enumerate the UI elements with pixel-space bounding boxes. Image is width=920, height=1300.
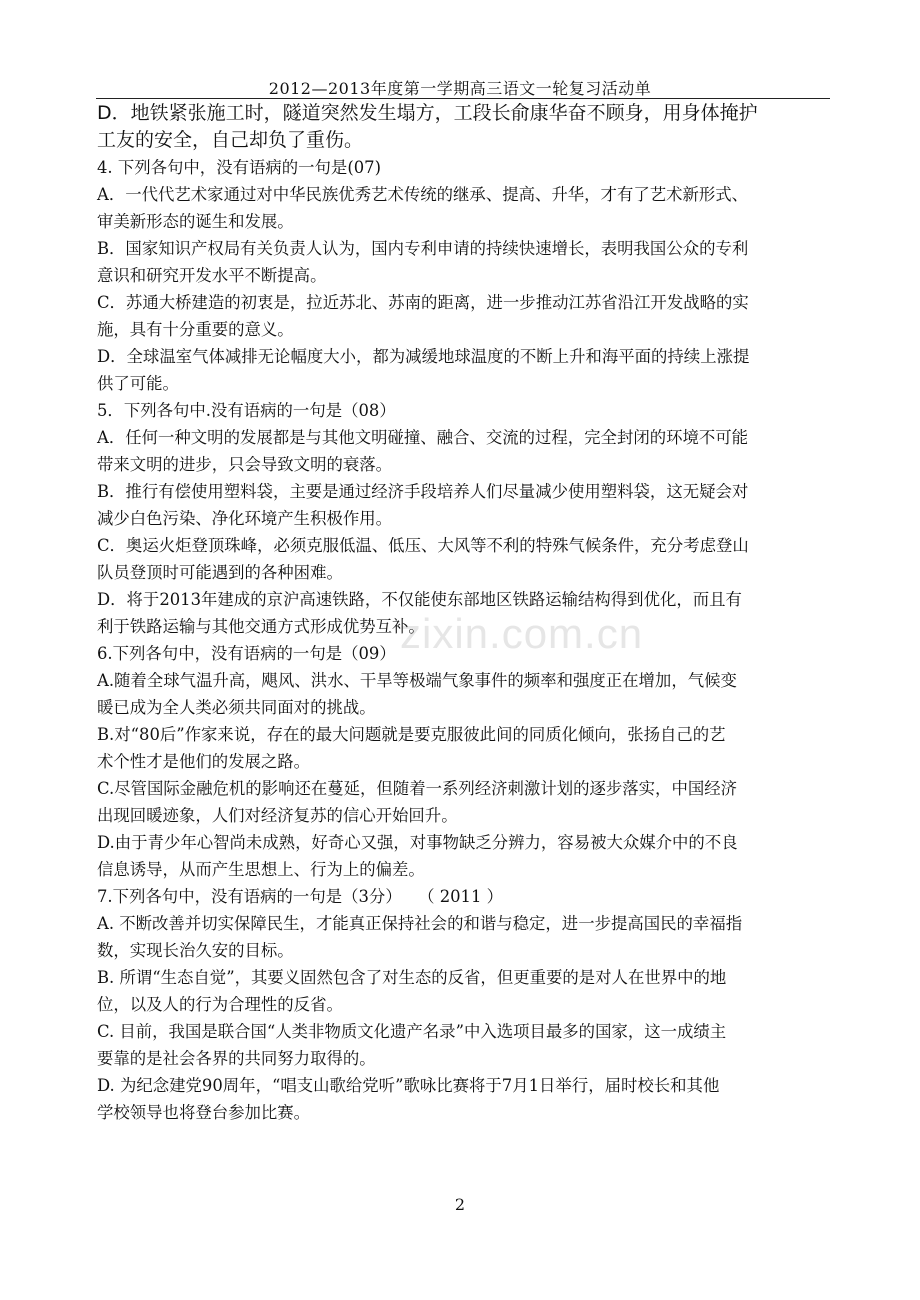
question-stem: 7.下列各句中，没有语病的一句是（3分） （ 2011 ） <box>97 887 504 906</box>
option-d: 供了可能。 <box>97 374 179 393</box>
previous-option-d <box>97 100 833 154</box>
option-a: A. 不断改善并切实保障民生，才能真正保持社会的和谐与稳定，进一步提高国民的幸福指 <box>97 914 743 933</box>
question-4 <box>97 154 833 397</box>
question-stem: 6.下列各句中，没有语病的一句是（09） <box>97 644 396 663</box>
option-c: 队员登顶时可能遇到的各种困难。 <box>97 563 343 582</box>
option-d: 利于铁路运输与其他交通方式形成优势互补。 <box>97 617 425 636</box>
option-c: 出现回暖迹象，人们对经济复苏的信心开始回升。 <box>97 806 458 825</box>
option-a: A．任何一种文明的发展都是与其他文明碰撞、融合、交流的过程，完全封闭的环境不可能 <box>97 428 749 447</box>
option-a: 暖已成为全人类必须共同面对的挑战。 <box>97 698 376 717</box>
page-header: 2012—2013年度第一学期高三语文一轮复习活动单 <box>268 79 652 98</box>
option-a: 带来文明的进步，只会导致文明的衰落。 <box>97 455 393 474</box>
question-5 <box>97 397 833 640</box>
option-d: D．全球温室气体减排无论幅度大小，都为减缓地球温度的不断上升和海平面的持续上涨提 <box>97 347 750 366</box>
option-c: 要靠的是社会各界的共同努力取得的。 <box>97 1049 376 1068</box>
option-b: 术个性才是他们的发展之路。 <box>97 752 311 771</box>
document-body <box>97 100 833 1126</box>
option-b: 意识和研究开发水平不断提高。 <box>97 266 327 285</box>
option-a: 审美新形态的诞生和发展。 <box>97 212 294 231</box>
watermark: zixin.com.cn <box>400 610 644 657</box>
option-c: C．奥运火炬登顶珠峰，必须克服低温、低压、大风等不利的特殊气候条件，充分考虑登山 <box>97 536 749 555</box>
question-6 <box>97 640 833 883</box>
option-a: 数，实现长治久安的目标。 <box>97 941 294 960</box>
option-d: 学校领导也将登台参加比赛。 <box>97 1103 311 1122</box>
option-d: 信息诱导，从而产生思想上、行为上的偏差。 <box>97 860 425 879</box>
option-c: C.尽管国际金融危机的影响还在蔓延，但随着一系列经济刺激计划的逐步落实，中国经济 <box>97 779 738 798</box>
option-c: 施，具有十分重要的意义。 <box>97 320 294 339</box>
option-d: D. 为纪念建党90周年，“唱支山歌给党听”歌咏比赛将于7月1日举行，届时校长和其他 <box>97 1076 720 1095</box>
option-d: D．将于2013年建成的京沪高速铁路，不仅能使东部地区铁路运输结构得到优化，而且有 <box>97 590 742 609</box>
question-stem: 4. 下列各句中，没有语病的一句是(07) <box>97 158 381 177</box>
option-b: 位，以及人的行为合理性的反省。 <box>97 995 343 1014</box>
question-7 <box>97 883 833 1126</box>
option-b: B．推行有偿使用塑料袋，主要是通过经济手段培养人们尽量减少使用塑料袋，这无疑会对 <box>97 482 749 501</box>
header-rule <box>96 98 830 99</box>
option-b: B.对“80后”作家来说，存在的最大问题就是要克服彼此间的同质化倾向，张扬自己的艺 <box>97 725 726 744</box>
option-a: A.随着全球气温升高，飓风、洪水、干旱等极端气象事件的频率和强度正在增加，气候变 <box>97 671 737 690</box>
option-a: A．一代代艺术家通过对中华民族优秀艺术传统的继承、提高、升华，才有了艺术新形式、 <box>97 185 749 204</box>
text-line: D．地铁紧张施工时，隧道突然发生塌方，工段长俞康华奋不顾身，用身体掩护 <box>97 102 758 124</box>
option-c: C．苏通大桥建造的初衷是，拉近苏北、苏南的距离，进一步推动江苏省沿江开发战略的实 <box>97 293 749 312</box>
option-b: B．国家知识产权局有关负责人认为，国内专利申请的持续快速增长，表明我国公众的专利 <box>97 239 749 258</box>
option-b: 减少白色污染、净化环境产生积极作用。 <box>97 509 393 528</box>
page-number: 2 <box>454 1195 466 1214</box>
option-d: D.由于青少年心智尚未成熟，好奇心又强，对事物缺乏分辨力，容易被大众媒介中的不良 <box>97 833 738 852</box>
option-c: C. 目前，我国是联合国“人类非物质文化遗产名录”中入选项目最多的国家，这一成绩主 <box>97 1022 727 1041</box>
text-line: 工友的安全，自己却负了重伤。 <box>97 129 364 151</box>
question-stem: 5．下列各句中.没有语病的一句是（08） <box>97 401 396 420</box>
option-b: B. 所谓“生态自觉”，其要义固然包含了对生态的反省，但更重要的是对人在世界中的地 <box>97 968 727 987</box>
